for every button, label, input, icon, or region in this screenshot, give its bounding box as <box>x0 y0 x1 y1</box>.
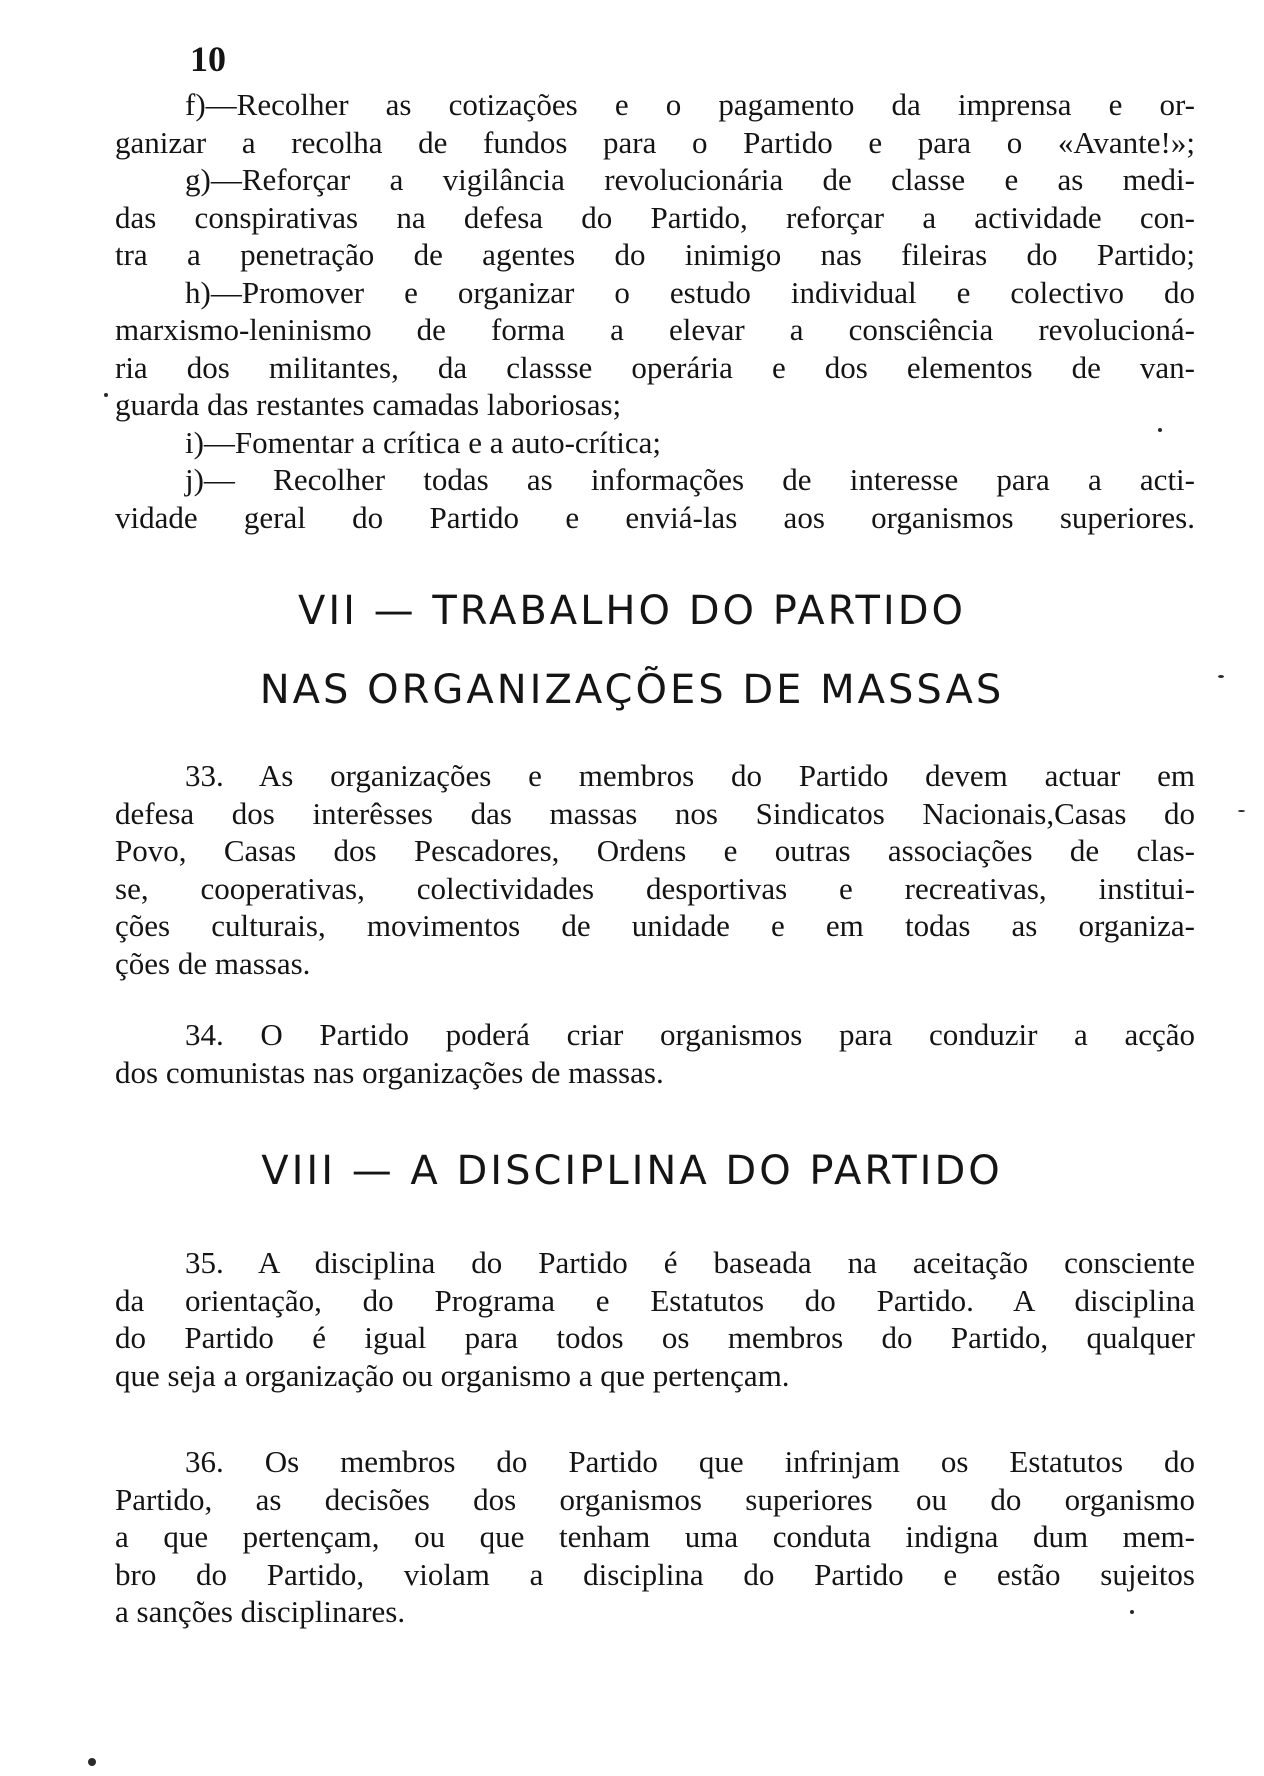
paragraph-line: bro do Partido, violam a disciplina do Partido e estão sujeitos <box>115 1556 1195 1592</box>
scan-speck <box>1238 810 1245 812</box>
paragraph-line: ções de massas. <box>115 945 311 981</box>
paragraph-line: 35. A disciplina do Partido é baseada na aceitação consciente <box>185 1245 1195 1280</box>
paragraph-line: se, cooperativas, colectividades desportivas e recreativas, institui- <box>115 870 1195 906</box>
paragraph-33 <box>115 757 1195 982</box>
list-item-line: guarda das restantes camadas laboriosas; <box>115 387 622 422</box>
list-item-line: tra a penetração de agentes do inimigo nas fileiras do Partido; <box>115 237 1195 272</box>
scan-speck <box>1158 428 1162 432</box>
paragraph-line: que seja a organização ou organismo a que pertençam. <box>115 1357 790 1393</box>
list-item-line: g)—Reforçar a vigilância revolucionária de classe e as medi- <box>185 162 1195 197</box>
list-item-line: marxismo-leninismo de forma a elevar a consciência revolucioná- <box>115 312 1195 347</box>
list-item-line: f)—Recolher as cotizações e o pagamento da imprensa e or- <box>185 87 1195 122</box>
scan-speck <box>1218 675 1224 678</box>
scan-speck <box>88 1758 96 1766</box>
list-item-line: ganizar a recolha de fundos para o Partido e para o «Avante!»; <box>115 124 1195 160</box>
paragraph-line: 33. As organizações e membros do Partido devem actuar em <box>185 758 1195 793</box>
section-heading-viii: VIII — A DISCIPLINA DO PARTIDO <box>261 1148 1003 1194</box>
paragraph-35 <box>115 1244 1195 1394</box>
section-heading-vii-line-1: VII — TRABALHO DO PARTIDO <box>297 588 967 634</box>
list-item-line: h)—Promover e organizar o estudo individual e colectivo do <box>185 274 1195 310</box>
paragraph-line: ções culturais, movimentos de unidade e em todas as organiza- <box>115 908 1195 943</box>
paragraph-line: a que pertençam, ou que tenham uma conduta indigna dum mem- <box>115 1519 1195 1554</box>
section-heading-vii-line-2: NAS ORGANIZAÇÕES DE MASSAS <box>259 667 1005 713</box>
page-number: 10 <box>190 39 226 79</box>
paragraph-line: 36. Os membros do Partido que infrinjam os Estatutos do <box>185 1444 1195 1479</box>
paragraph-line: da orientação, do Programa e Estatutos do Partido. A disciplina <box>115 1282 1195 1318</box>
scan-speck <box>1130 1610 1134 1614</box>
paragraph-line: do Partido é igual para todos os membros do Partido, qualquer <box>115 1320 1195 1355</box>
list-item-line: vidade geral do Partido e enviá-las aos organismos superiores. <box>115 499 1195 535</box>
paragraph-line: Partido, as decisões dos organismos superiores ou do organismo <box>115 1481 1195 1517</box>
paragraph-line: defesa dos interêsses das massas nos Sindicatos Nacionais,Casas do <box>115 795 1195 831</box>
list-item-line: i)—Fomentar a crítica e a auto-crítica; <box>185 424 661 460</box>
paragraph-36 <box>115 1443 1195 1631</box>
section-vi-items <box>115 86 1195 536</box>
paragraph-line: Povo, Casas dos Pescadores, Ordens e outras associações de clas- <box>115 833 1195 868</box>
list-item-line: das conspirativas na defesa do Partido, reforçar a actividade con- <box>115 199 1195 235</box>
list-item-line: ria dos militantes, da classse operária e dos elementos de van- <box>115 349 1195 385</box>
list-item-line: j)— Recolher todas as informações de interesse para a acti- <box>185 462 1195 497</box>
paragraph-line: a sanções disciplinares. <box>115 1594 406 1629</box>
paragraph-line: dos comunistas nas organizações de massas. <box>115 1054 664 1090</box>
paragraph-34 <box>115 1016 1195 1091</box>
paragraph-line: 34. O Partido poderá criar organismos para conduzir a acção <box>185 1017 1195 1052</box>
scan-speck <box>104 393 108 397</box>
